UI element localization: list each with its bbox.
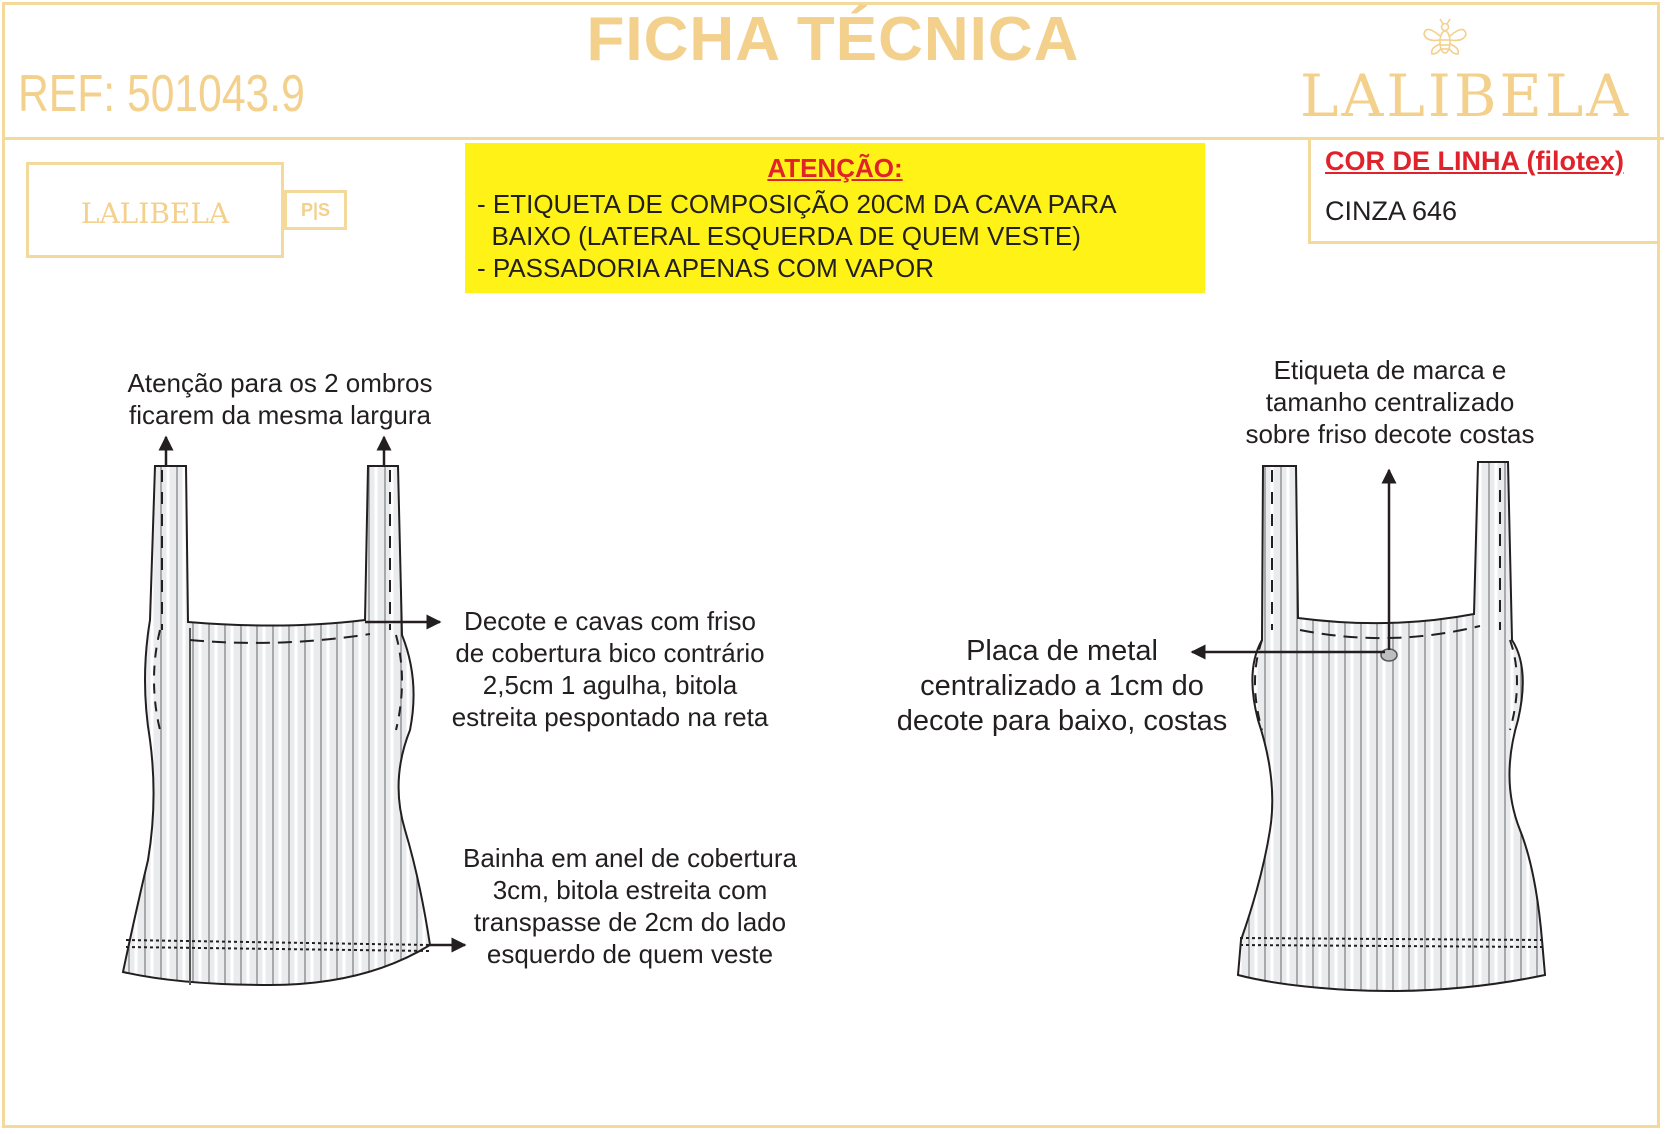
note-line: tamanho centralizado [1265, 387, 1515, 417]
note-hem [440, 842, 820, 970]
note-line: 2,5cm 1 agulha, bitola [482, 670, 738, 700]
note-line: Placa de metal [966, 635, 1158, 667]
front-view-tank-top [123, 466, 430, 985]
note-line: ficarem da mesma largura [129, 400, 431, 430]
note-metal-plate [872, 634, 1252, 739]
back-garment-body [1238, 462, 1545, 991]
attention-line: - ETIQUETA DE COMPOSIÇÃO 20CM DA CAVA PARA [477, 189, 1117, 219]
attention-line: BAIXO (LATERAL ESQUERDA DE QUEM VESTE) [477, 221, 1081, 251]
reference-code: REF: 501043.9 [18, 65, 305, 123]
note-line: estreita pespontado na reta [451, 702, 769, 732]
front-garment-body [123, 466, 430, 985]
note-brand-label [1210, 354, 1570, 450]
note-line: centralizado a 1cm do [920, 670, 1204, 702]
note-neckline [430, 605, 790, 733]
note-line: Atenção para os 2 ombros [127, 368, 433, 398]
note-line: Decote e cavas com friso [464, 606, 756, 636]
note-line: sobre friso decote costas [1245, 419, 1535, 449]
note-line: transpasse de 2cm do lado [473, 907, 787, 937]
note-shoulders [100, 367, 460, 431]
thread-color-title: COR DE LINHA (filotex) [1325, 146, 1624, 176]
label-brand-text: LALIBELA [80, 197, 230, 230]
size-tag: P|S [284, 190, 347, 230]
back-view-tank-top [1238, 462, 1545, 991]
note-line: esquerdo de quem veste [486, 939, 774, 969]
note-line: decote para baixo, costas [896, 705, 1228, 737]
attention-line: - PASSADORIA APENAS COM VAPOR [477, 253, 935, 283]
note-line: de cobertura bico contrário [455, 638, 765, 668]
note-line: 3cm, bitola estreita com [492, 875, 768, 905]
thread-color-value: CINZA 646 [1325, 196, 1458, 226]
attention-title: ATENÇÃO: [767, 153, 903, 183]
note-line: Etiqueta de marca e [1273, 355, 1507, 385]
page-title: FICHA TÉCNICA [586, 5, 1080, 74]
brand-logo: LALIBELA [1300, 62, 1632, 130]
note-line: Bainha em anel de cobertura [463, 843, 797, 873]
